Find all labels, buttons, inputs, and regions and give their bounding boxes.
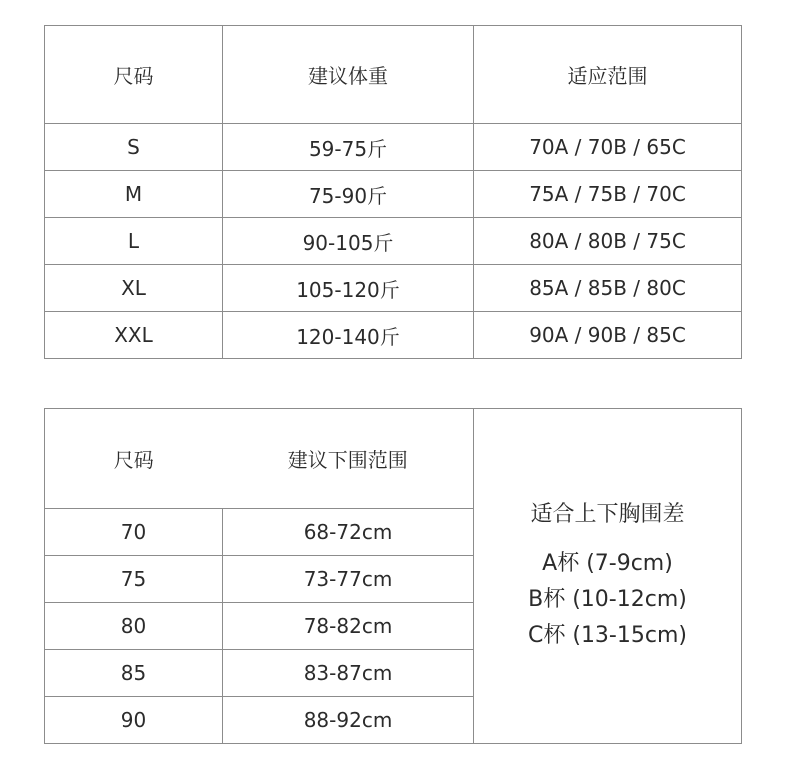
fit-range-cell: 75A / 75B / 70C — [474, 171, 742, 218]
band-size-table — [44, 408, 742, 744]
cup-difference-title: 适合上下胸围差 — [530, 502, 685, 528]
band-size-cell: 80 — [45, 603, 223, 650]
table-header-row — [45, 409, 742, 509]
table-row — [45, 265, 742, 312]
weight-cell: 75-90斤 — [223, 171, 474, 218]
header-fit-range: 适应范围 — [474, 26, 742, 124]
size-cell: XXL — [45, 312, 223, 359]
band-range-cell: 83-87cm — [223, 650, 474, 697]
weight-cell: 120-140斤 — [223, 312, 474, 359]
table-row — [45, 312, 742, 359]
table-row — [45, 171, 742, 218]
fit-range-cell: 85A / 85B / 80C — [474, 265, 742, 312]
fit-range-cell: 70A / 70B / 65C — [474, 124, 742, 171]
size-weight-table — [44, 25, 742, 359]
table-row — [45, 218, 742, 265]
band-range-cell: 78-82cm — [223, 603, 474, 650]
size-cell: S — [45, 124, 223, 171]
band-range-cell: 88-92cm — [223, 697, 474, 744]
cup-difference-info — [474, 502, 741, 650]
cup-difference-cell — [474, 409, 742, 744]
cup-b-range: B杯 (10-12cm) — [528, 587, 687, 612]
size-cell: M — [45, 171, 223, 218]
band-range-cell: 73-77cm — [223, 556, 474, 603]
header-band-range: 建议下围范围 — [223, 409, 474, 509]
band-range-cell: 68-72cm — [223, 509, 474, 556]
size-cell: L — [45, 218, 223, 265]
cup-c-range: C杯 (13-15cm) — [528, 623, 687, 649]
weight-cell: 105-120斤 — [223, 265, 474, 312]
band-size-cell: 75 — [45, 556, 223, 603]
weight-cell: 90-105斤 — [223, 218, 474, 265]
size-cell: XL — [45, 265, 223, 312]
band-size-cell: 70 — [45, 509, 223, 556]
fit-range-cell: 90A / 90B / 85C — [474, 312, 742, 359]
fit-range-cell: 80A / 80B / 75C — [474, 218, 742, 265]
cup-a-range: A杯 (7-9cm) — [542, 550, 673, 576]
weight-cell: 59-75斤 — [223, 124, 474, 171]
band-size-cell: 90 — [45, 697, 223, 744]
band-size-cell: 85 — [45, 650, 223, 697]
header-suggested-weight: 建议体重 — [223, 26, 474, 124]
header-size: 尺码 — [45, 26, 223, 124]
table-row — [45, 124, 742, 171]
header-size: 尺码 — [45, 409, 223, 509]
table-header-row — [45, 26, 742, 124]
